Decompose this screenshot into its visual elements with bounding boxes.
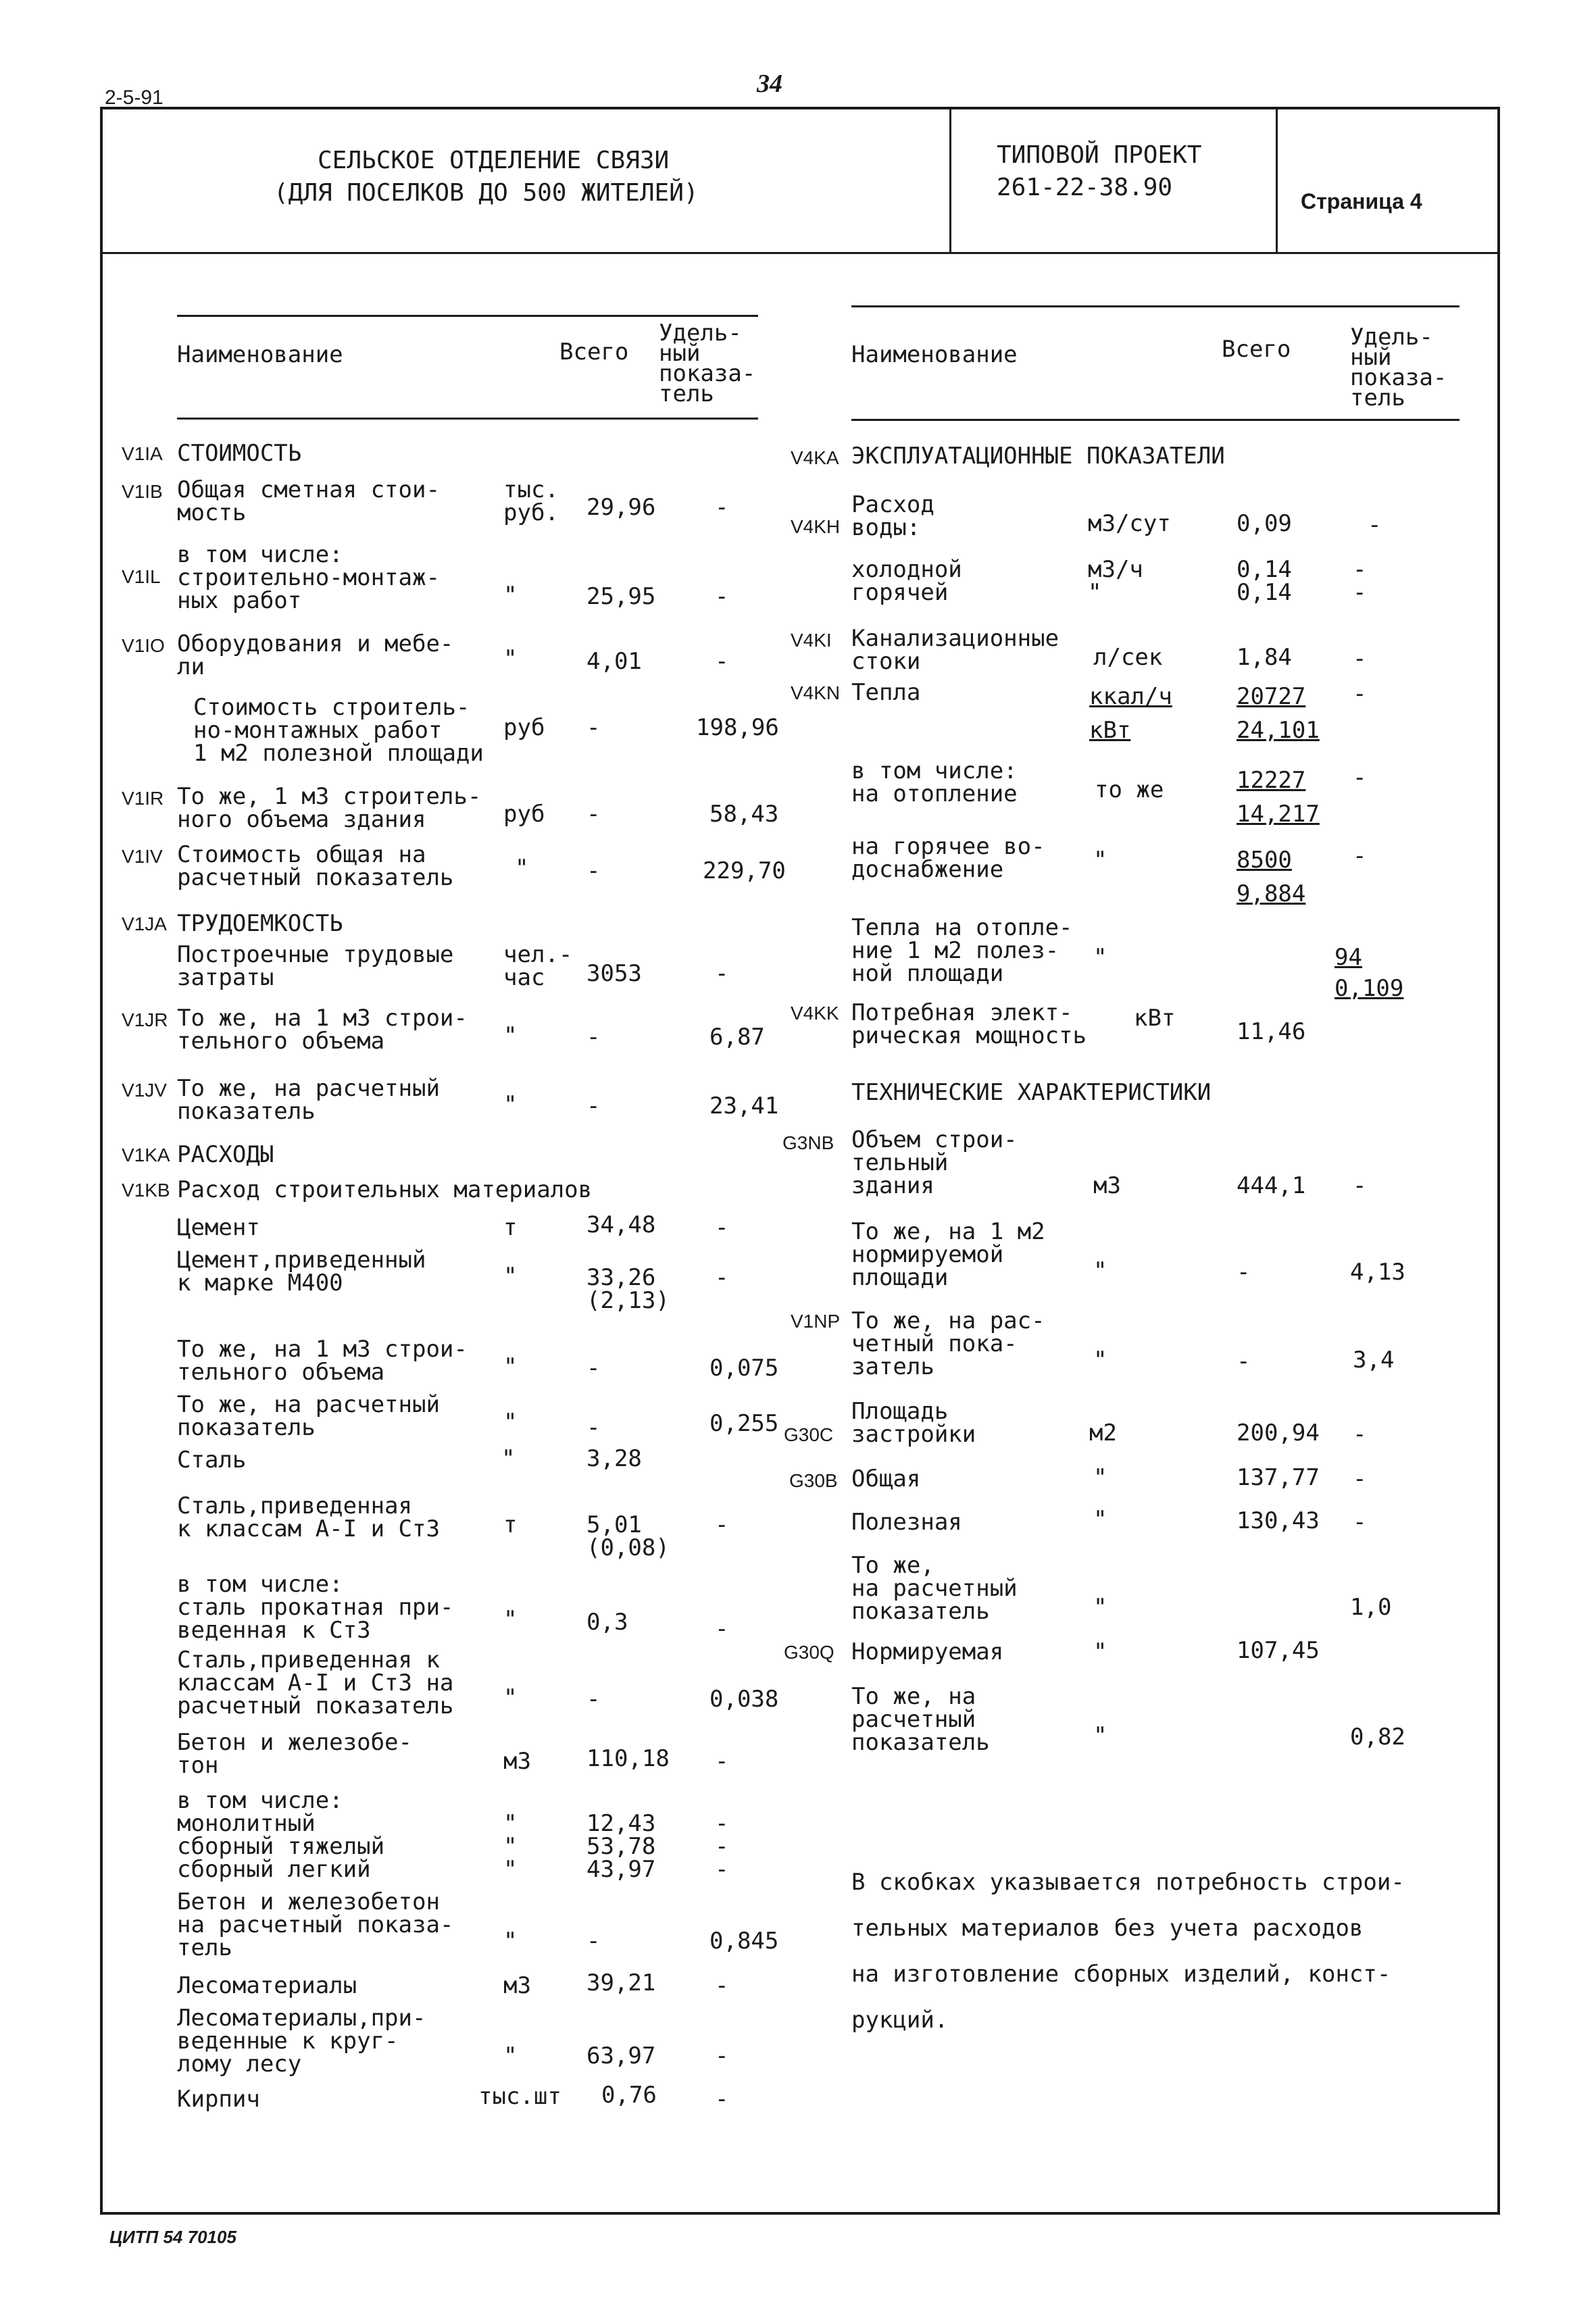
row-specific: 58,43 [709,801,779,828]
row-unit: тыс.шт [478,2083,562,2110]
title-block-divider [100,252,1500,254]
row-specific: - - [1353,556,1367,606]
row-specific: - [1368,511,1382,538]
row-total: - [587,1092,601,1120]
doc-title-line2: (ДЛЯ ПОСЕЛКОВ ДО 500 ЖИТЕЛЕЙ) [274,179,699,207]
row-total: - [587,1024,601,1051]
row-name: Стоимость общая на расчетный показатель [177,841,454,891]
row-unit: " [503,582,518,609]
doc-title-line1: СЕЛЬСКОЕ ОТДЕЛЕНИЕ СВЯЗИ [318,147,670,174]
row-code: V1JV [122,1080,167,1101]
row-total: - [587,1355,601,1382]
row-name: То же, на 1 м3 строи- тельного объема [177,1005,468,1055]
row-unit: м3/ч " [1088,556,1143,606]
row-total: 11,46 [1237,1018,1306,1045]
row-name: на горячее во- доснабжение [851,833,1045,883]
row-specific: 3,4 [1353,1347,1395,1374]
row-name: Цемент [177,1214,260,1241]
row-specific: - - - [715,1810,729,1883]
row-specific: - [715,1264,729,1291]
row-unit: то же [1095,776,1164,803]
row-specific: - [1353,1509,1367,1536]
row-name: Лесоматериалы,при- веденные к круг- лому лесу [177,2005,426,2078]
row-total: 12227 14,217 [1237,767,1320,828]
row-unit: руб [503,714,545,741]
footnote: В скобках указывается потребность строи- тельных материалов без учета расходов на изготовление сборных изделий, конст- рукций. [851,1869,1405,2034]
row-specific: - [715,1511,729,1538]
row-specific: - [1353,1465,1367,1492]
row-name: РАСХОДЫ [177,1141,274,1168]
row-name: Бетон и железобе- тон [177,1729,412,1779]
row-name: Площадь застройки [851,1398,976,1448]
row-total: 4,01 [587,648,642,675]
left-header-name: Наименование [177,341,343,368]
row-name: Потребная элект- рическая мощность [851,999,1087,1049]
row-total: 137,77 [1237,1464,1320,1491]
row-unit: " [503,1928,518,1955]
row-specific: 0,075 [709,1355,779,1382]
row-unit: л/сек [1093,644,1163,671]
row-unit: " [1093,1506,1107,1533]
title-divider-1 [949,107,951,254]
row-total: 25,95 [587,583,656,610]
row-code: G30B [789,1470,838,1491]
row-specific: - [715,2042,729,2069]
sheet-label: Страница 4 [1301,189,1422,213]
row-unit: м3 [503,1748,531,1775]
row-specific: - [715,1214,729,1241]
row-code: V1NP [791,1311,841,1332]
row-specific: - [715,648,729,675]
row-unit: руб [503,801,545,828]
row-specific: 0,82 [1350,1724,1405,1751]
row-unit: " [503,645,518,672]
row-total: 3,28 [587,1445,642,1472]
row-name: Бетон и железобетон на расчетный показа- тель [177,1888,454,1961]
row-code: V1IL [122,566,161,587]
row-total: - [587,1928,601,1955]
row-total: 200,94 [1237,1419,1320,1447]
row-unit: тыс. руб. [503,476,559,526]
doc-code: 2-5-91 [105,86,164,109]
row-unit: " [1093,1464,1107,1491]
row-name: То же, на 1 м3 строи- тельного объема [177,1336,468,1386]
row-name: Расход воды: [851,491,934,541]
row-total: - [587,801,601,828]
row-name: Стоимость строитель- но-монтажных работ 1 м2 полезной площади [193,694,484,767]
row-unit: " [503,1263,518,1290]
row-unit: м3/сут [1088,510,1171,537]
row-specific: 4,13 [1350,1259,1405,1286]
footer-stamp: ЦИТП 54 70105 [109,2227,236,2247]
row-total: 444,1 [1237,1172,1306,1199]
row-total: 39,21 [587,1969,656,1996]
project-line1: ТИПОВОЙ ПРОЕКТ [997,141,1202,169]
row-unit: " [503,1353,518,1380]
project-line2: 261-22-38.90 [997,174,1173,201]
right-header-total: Всего [1222,336,1291,363]
row-code: V4KN [791,682,841,703]
row-specific: 0,845 [709,1928,779,1955]
row-total: - [587,1686,601,1713]
row-unit: т [503,1214,518,1241]
row-name: в том числе: монолитный сборный тяжелый сборный легкий [177,1787,385,1883]
right-header-bottom [851,419,1460,421]
row-name: Тепла на отопле- ние 1 м2 полез- ной площади [851,914,1073,987]
row-total: 8500 9,884 [1237,847,1306,907]
row-code: V4KI [791,630,832,651]
row-unit: " [503,1091,518,1118]
row-specific: 1,0 [1350,1594,1392,1621]
row-specific: - [715,1748,729,1775]
row-specific: 229,70 [703,857,786,884]
row-name: Цемент,приведенный к марке М400 [177,1247,426,1297]
row-total: - [587,857,601,884]
row-unit: " [1093,1347,1107,1374]
row-specific: - [1353,645,1367,672]
row-specific: - [1353,764,1367,791]
row-code: V1IR [122,788,164,809]
row-specific: 23,41 [709,1092,779,1120]
row-name: Оборудования и мебе- ли [177,630,454,680]
page-number: 34 [757,70,782,98]
row-specific: - [715,2086,729,2113]
row-unit: м3 [503,1972,531,1999]
row-name: То же, на расчетный показатель [851,1552,1018,1625]
row-name: ЭКСПЛУАТАЦИОННЫЕ ПОКАЗАТЕЛИ [851,443,1225,470]
row-code: G30C [784,1424,834,1445]
row-name: СТОИМОСТЬ [177,440,302,467]
row-unit: чел.- час [503,941,573,991]
row-unit: " [1093,944,1107,971]
row-name: Кирпич [177,2086,260,2113]
row-specific: - [715,583,729,610]
row-specific: - [715,960,729,987]
row-unit: м2 [1089,1419,1117,1447]
row-code: V4KH [791,516,841,537]
row-unit: " [501,1445,516,1472]
row-unit: т [503,1511,518,1538]
row-unit: ккал/ч кВт [1089,683,1172,744]
right-header-specific: Удель- ный показа- тель [1350,324,1447,411]
row-name: Тепла [851,679,921,706]
row-unit: " [1093,1638,1107,1665]
row-unit: " [1093,847,1107,874]
row-code: G30Q [784,1642,834,1663]
row-code: V1JA [122,913,167,934]
row-total: 130,43 [1237,1507,1320,1534]
row-total: 33,26 (2,13) [587,1264,670,1314]
row-unit: кВт [1134,1005,1176,1032]
row-name: в том числе: на отопление [851,757,1018,807]
row-unit: " " " [503,1810,518,1883]
row-name: Полезная [851,1509,962,1536]
row-total: 12,43 53,78 43,97 [587,1810,656,1883]
row-name: Общая сметная стои- мость [177,476,440,526]
row-specific: - [1353,1172,1367,1199]
row-unit: " [1093,1722,1107,1749]
row-total: 110,18 [587,1745,670,1772]
row-unit: " [1093,1594,1107,1621]
row-total: 0,3 [587,1609,628,1636]
row-unit: " [515,855,529,882]
row-name: в том числе: сталь прокатная при- веденная к Ст3 [177,1571,454,1644]
row-total: 63,97 [587,2042,656,2069]
row-name: То же, на расчетный показатель [177,1391,440,1441]
row-specific: - [1353,680,1367,707]
row-unit: " [503,1606,518,1633]
row-specific: 94 0,109 [1335,944,1404,1002]
row-specific: - [1353,1421,1367,1448]
row-specific: - [715,1972,729,1999]
row-name: Общая [851,1465,921,1492]
row-name: Построечные трудовые затраты [177,941,454,991]
row-total: 5,01 (0,08) [587,1511,670,1561]
left-header-top [177,315,758,317]
row-total: - [587,1414,601,1441]
row-specific: 198,96 [696,714,779,741]
right-header-name: Наименование [851,341,1018,368]
row-name: Лесоматериалы [177,1972,357,1999]
row-code: V1JR [122,1009,168,1030]
row-specific: - [715,1615,729,1642]
row-code: G3NB [782,1132,834,1153]
row-name: То же, 1 м3 строитель- ного объема здания [177,783,482,833]
row-code: V1IA [122,443,163,464]
row-unit: " [1093,1257,1107,1284]
row-unit: " [503,1684,518,1711]
row-code: V1IO [122,635,165,656]
row-code: V1KB [122,1180,170,1201]
left-header-total: Всего [559,338,629,366]
row-name: То же, на расчетный показатель [177,1075,440,1125]
row-name: То же, на 1 м2 нормируемой площади [851,1218,1045,1291]
row-name: Объем строи- тельный здания [851,1126,1018,1199]
row-name: Сталь,приведенная к классам А-I и Ст3 [177,1492,440,1542]
title-divider-2 [1276,107,1278,254]
left-header-specific: Удель- ный показа- тель [659,320,756,407]
row-total: 0,14 0,14 [1237,556,1292,606]
row-name: То же, на рас- четный пока- затель [851,1307,1045,1380]
row-specific: - [1353,842,1367,870]
row-name: Сталь,приведенная к классам А-I и Ст3 на расчетный показатель [177,1646,454,1719]
row-specific: 0,255 [709,1410,779,1437]
row-name: холодной горячей [851,556,962,606]
row-unit: " [503,2042,518,2069]
row-specific: 6,87 [709,1024,765,1051]
row-specific: 0,038 [709,1686,779,1713]
row-total: - [587,714,601,741]
row-specific: - [715,494,729,521]
left-header-bottom [177,418,758,420]
row-name: Нормируемая [851,1638,1004,1665]
row-name: ТРУДОЕМКОСТЬ [177,910,343,937]
row-name: в том числе: строительно-монтаж- ных работ [177,541,440,614]
row-name: Сталь [177,1447,247,1474]
row-unit: " [503,1022,518,1049]
row-name: То же, на расчетный показатель [851,1683,990,1756]
row-total: 1,84 [1237,644,1292,671]
row-code: V4KA [791,447,839,468]
row-total: 107,45 [1237,1637,1320,1664]
row-unit: м3 [1093,1172,1121,1199]
row-code: V1IB [122,481,163,502]
row-total: - [1237,1348,1251,1375]
right-header-top [851,305,1460,307]
row-code: V4KK [791,1003,839,1024]
row-total: 3053 [587,960,642,987]
row-name: Канализационные стоки [851,625,1059,675]
row-unit: " [503,1409,518,1436]
row-total: 0,76 [601,2082,657,2109]
row-total: 29,96 [587,494,656,521]
row-name: ТЕХНИЧЕСКИЕ ХАРАКТЕРИСТИКИ [851,1079,1212,1106]
row-total: 20727 24,101 [1237,683,1320,744]
row-code: V1KA [122,1145,170,1165]
row-code: V1IV [122,846,163,867]
row-name: Расход строительных материалов [177,1176,593,1203]
row-total: 34,48 [587,1211,656,1238]
row-total: 0,09 [1237,510,1292,537]
row-total: - [1237,1259,1251,1286]
